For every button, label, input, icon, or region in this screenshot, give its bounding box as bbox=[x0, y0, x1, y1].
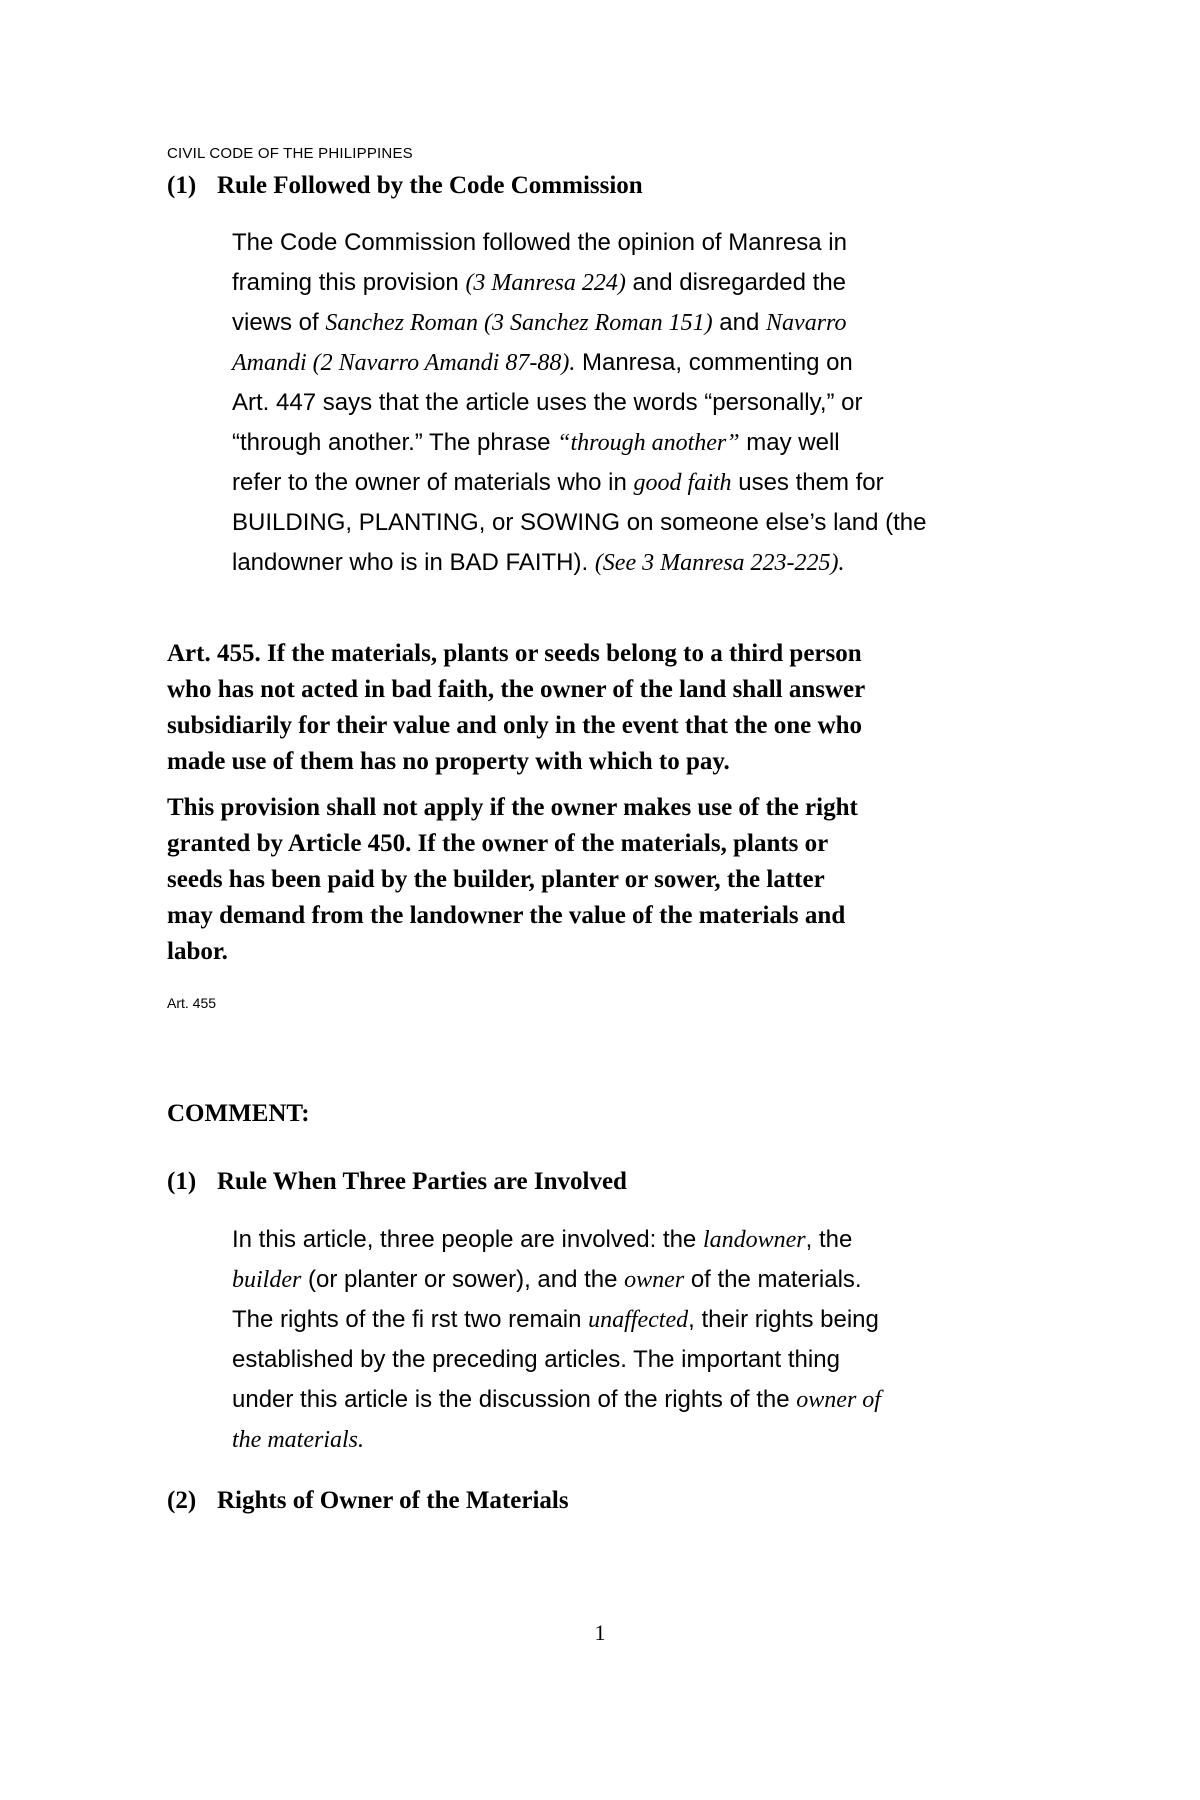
article-line: labor. bbox=[167, 938, 228, 965]
section-title: Rule When Three Parties are Involved bbox=[217, 1168, 627, 1195]
article-line: who has not acted in bad faith, the owner of the land shall answer bbox=[167, 676, 866, 703]
italic-text: landowner bbox=[702, 1227, 806, 1253]
paragraph-line bbox=[232, 463, 1032, 503]
article-line: made use of them has no property with which to pay. bbox=[167, 748, 730, 775]
running-header: CIVIL CODE OF THE PHILIPPINES bbox=[167, 145, 413, 162]
italic-text: the materials. bbox=[232, 1427, 364, 1453]
paragraph-line bbox=[232, 383, 1032, 423]
text-run: , the bbox=[805, 1226, 853, 1253]
italic-text: unaffected bbox=[588, 1307, 689, 1333]
comment-heading-rights-owner bbox=[167, 1487, 569, 1515]
article-line: This provision shall not apply if the owner makes use of the right bbox=[167, 794, 858, 821]
italic-text: “through another” bbox=[557, 430, 740, 456]
text-run: established by the preceding articles. The important thing bbox=[232, 1346, 840, 1373]
article-line: subsidiarily for their value and only in the event that the one who bbox=[167, 712, 862, 739]
text-run: The Code Commission followed the opinion of Manresa in bbox=[232, 229, 847, 256]
text-run: (or planter or sower), and the bbox=[301, 1266, 625, 1293]
text-run: “through another.” The phrase bbox=[232, 429, 558, 456]
article-line: may demand from the landowner the value of the materials and bbox=[167, 902, 846, 929]
italic-text: (3 Manresa 224) bbox=[465, 270, 626, 296]
text-run: and disregarded the bbox=[625, 269, 847, 296]
text-run: of the materials. bbox=[684, 1266, 862, 1293]
paragraph-line bbox=[232, 263, 1032, 303]
italic-text: (See 3 Manresa 223-225). bbox=[594, 550, 845, 576]
page-number: 1 bbox=[594, 1620, 606, 1645]
text-run: The rights of the fi rst two remain bbox=[232, 1306, 589, 1333]
text-run: and bbox=[712, 309, 767, 336]
text-run: uses them for bbox=[731, 469, 884, 496]
section-title: Rights of Owner of the Materials bbox=[217, 1487, 569, 1514]
text-run: views of bbox=[232, 309, 326, 336]
text-run: In this article, three people are involved: the bbox=[232, 1226, 703, 1253]
section-number: (1) bbox=[167, 172, 197, 199]
paragraph-line bbox=[232, 1300, 1032, 1340]
text-run: landowner who is in BAD FAITH). bbox=[232, 549, 595, 576]
paragraph-line bbox=[232, 343, 1032, 383]
section-number: (2) bbox=[167, 1487, 197, 1514]
section-heading-rule-followed bbox=[167, 172, 643, 200]
text-run: may well bbox=[739, 429, 840, 456]
text-run: under this article is the discussion of the rights of the bbox=[232, 1386, 797, 1413]
italic-text: owner bbox=[624, 1267, 685, 1293]
comment1-paragraph bbox=[232, 1220, 1032, 1460]
paragraph-line bbox=[232, 1220, 1032, 1260]
section1-paragraph bbox=[232, 223, 1032, 583]
text-run: , their rights being bbox=[688, 1306, 879, 1333]
section-number: (1) bbox=[167, 1168, 197, 1195]
comment-heading: COMMENT: bbox=[167, 1100, 310, 1127]
section-title: Rule Followed by the Code Commission bbox=[217, 172, 643, 199]
text-run: BUILDING, PLANTING, or SOWING on someone else’s land (the bbox=[232, 509, 927, 536]
italic-text: owner of bbox=[796, 1387, 881, 1413]
paragraph-line bbox=[232, 303, 1032, 343]
text-run: Art. 447 says that the article uses the words “personally,” or bbox=[232, 389, 863, 416]
italic-text: Amandi (2 Navarro Amandi 87-88). bbox=[232, 350, 576, 376]
text-run: refer to the owner of materials who in bbox=[232, 469, 634, 496]
paragraph-line bbox=[232, 1340, 1032, 1380]
paragraph-line bbox=[232, 423, 1032, 463]
italic-text: Sanchez Roman (3 Sanchez Roman 151) bbox=[325, 310, 713, 336]
paragraph-line bbox=[232, 543, 1032, 583]
paragraph-line bbox=[232, 503, 1032, 543]
comment-heading-three-parties bbox=[167, 1168, 627, 1196]
italic-text: builder bbox=[232, 1267, 302, 1293]
text-run: Manresa, commenting on bbox=[575, 349, 853, 376]
article-line: Art. 455. If the materials, plants or seeds belong to a third person bbox=[167, 640, 862, 667]
paragraph-line bbox=[232, 1380, 1032, 1420]
italic-text: Navarro bbox=[766, 310, 847, 336]
italic-text: good faith bbox=[633, 470, 732, 496]
article-line: seeds has been paid by the builder, planter or sower, the latter bbox=[167, 866, 825, 893]
text-run: framing this provision bbox=[232, 269, 466, 296]
paragraph-line bbox=[232, 1260, 1032, 1300]
paragraph-line bbox=[232, 223, 1032, 263]
article-455-paragraph-2 bbox=[167, 790, 1047, 970]
paragraph-line bbox=[232, 1420, 1032, 1460]
article-line: granted by Article 450. If the owner of the materials, plants or bbox=[167, 830, 829, 857]
article-reference: Art. 455 bbox=[167, 995, 217, 1011]
article-455-paragraph-1 bbox=[167, 636, 1047, 780]
